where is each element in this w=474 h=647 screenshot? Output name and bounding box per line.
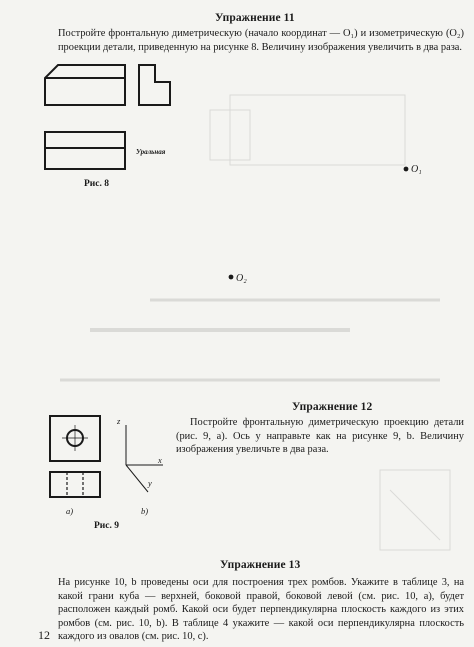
exercise-12-text: Постройте фронтальную диметрическую проекцию детали (рис. 9, a). Ось y направьте как на рисунке 9, b. Величину изображения увеличьте в два раза. bbox=[176, 417, 464, 456]
origin-1-label: O₁ bbox=[411, 164, 422, 175]
figure-8-note: Уральная bbox=[136, 148, 166, 156]
figure-9b-axes bbox=[118, 420, 173, 500]
axis-y-label: y bbox=[148, 478, 152, 488]
axis-z-label: z bbox=[117, 416, 121, 426]
figure-8-side-view bbox=[135, 60, 175, 110]
figure-9b-label: b) bbox=[141, 506, 149, 516]
figure-8-front-view bbox=[40, 60, 130, 110]
page-number: 12 bbox=[38, 628, 50, 642]
exercise-13-text: На рисунке 10, b проведены оси для построения трех ромбов. Укажите в таблице 3, на какой грани куба — верхней, боковой правой, боковой левой (см. рис. 10, a), будет расположен каждый ромб. Какой оси будет перпендикулярна плоскость каждого из этих ромбов (см. рис. 10, b). В таблице 4 укажите — какой оси перпендикулярна плоскость каждого из овалов (см. рис. 10, c). bbox=[58, 577, 464, 643]
origin-1-point bbox=[402, 165, 410, 173]
origin-2-point bbox=[227, 273, 235, 281]
exercise-13-title: Упражнение 13 bbox=[220, 559, 301, 571]
origin-2-label: O₂ bbox=[236, 273, 247, 284]
exercise-12-title: Упражнение 12 bbox=[292, 401, 373, 413]
figure-9a-label: а) bbox=[66, 506, 74, 516]
exercise-11-text: Постройте фронтальную диметрическую (начало координат — O₁) и изометрическую (O₂) проекции детали, приведенную на рисунке 8. Величину изображения увеличить в два раза. bbox=[58, 28, 464, 53]
figure-8-top-view bbox=[40, 128, 130, 173]
axis-x-label: x bbox=[158, 455, 162, 465]
exercise-11-title: Упражнение 11 bbox=[215, 12, 295, 24]
figure-9-caption: Рис. 9 bbox=[94, 521, 119, 531]
figure-9a-drawing bbox=[44, 410, 114, 510]
figure-8-caption: Рис. 8 bbox=[84, 179, 109, 189]
